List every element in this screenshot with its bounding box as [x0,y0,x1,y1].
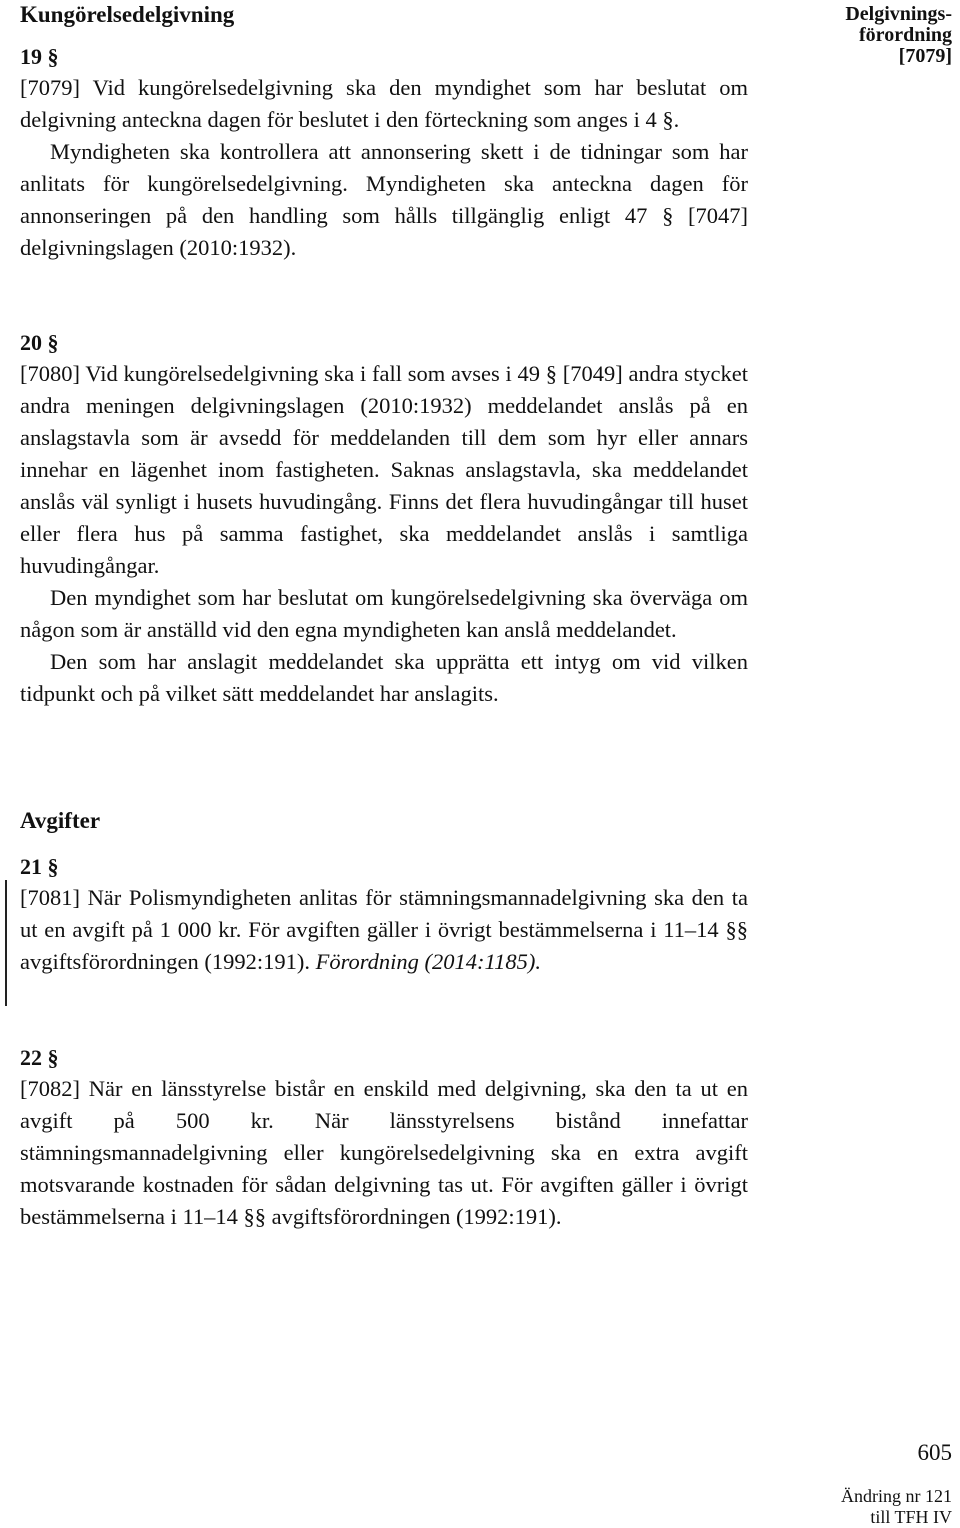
section-22-paragraph: [7082] När en länsstyrelse bistår en enskild med delgivning, ska den ta ut en avgift på 500 kr. När länsstyrelsens bistånd innefattar stämningsmannadelgivning eller kungörelsedelgivning ska en extra avgift motsvarande kostnaden för sådan delgivning tas ut. För avgiften gäller i övrigt bestämmelserna i 11–14 §§ avgiftsförordningen (1992:191). [20,1076,748,1229]
footer-line2: till TFH IV [870,1507,952,1527]
page-number: 605 [917,1440,952,1465]
section-22-number: 22 § [20,1045,59,1070]
footer [841,1486,952,1528]
section-22-body [20,1073,748,1233]
section-19-body [20,72,748,264]
change-bar [5,880,7,1006]
chapter-heading: Kungörelsedelgivning [20,2,235,27]
margin-note [812,4,952,67]
section-20-number: 20 § [20,330,59,355]
margin-note-line3: [7079] [898,45,952,67]
section-19-paragraph-1: [7079] Vid kungörelsedelgivning ska den myndighet som har beslutat om delgivning anteckna dagen för beslutet i den förteckning som anges i 4 §. [20,75,748,132]
section-20-paragraph-1: [7080] Vid kungörelsedelgivning ska i fall som avses i 49 § [7049] andra stycket andra meningen delgivningslagen (2010:1932) meddelandet anslås på en anslagstavla som är avsedd för meddelanden till dem som hyr eller annars innehar en lägenhet inom fastigheten. Saknas anslagstavla, ska meddelandet anslås väl synligt i husets huvudingång. Finns det flera huvudingångar till huset eller flera hus på samma fastighet, ska meddelandet anslås i samtliga huvudingångar. [20,361,748,578]
footer-line1: Ändring nr 121 [841,1486,952,1506]
margin-note-line2: förordning [859,24,952,46]
section-19-paragraph-2: Myndigheten ska kontrollera att annonsering skett i de tidningar som har anlitats för kungörelsedelgivning. Myndigheten ska anteckna dagen för annonseringen på den handling som hålls tillgänglig enligt 47 § [7047] delgivningslagen (2010:1932). [20,139,748,260]
section-20-paragraph-2: Den myndighet som har beslutat om kungörelsedelgivning ska överväga om någon som är anställd vid den egna myndigheten kan anslå meddelandet. [20,585,748,642]
section-21-amendment: Förordning (2014:1185). [315,949,541,974]
section-19-number: 19 § [20,44,59,69]
section-21-number: 21 § [20,854,59,879]
section-20-paragraph-3: Den som har anslagit meddelandet ska upprätta ett intyg om vid vilken tidpunkt och på vilket sätt meddelandet har anslagits. [20,649,748,706]
section-21-text: [7081] När Polismyndigheten anlitas för stämningsmannadelgivning ska den ta ut en avgift på 1 000 kr. För avgiften gäller i övrigt bestämmelserna i 11–14 §§ avgiftsförordningen (1992:191). [20,885,748,974]
section-21-body [20,882,748,978]
section-21-paragraph [20,882,748,978]
avgifter-heading: Avgifter [20,808,101,833]
margin-note-line1: Delgivnings- [845,3,952,25]
section-20-body [20,358,748,710]
